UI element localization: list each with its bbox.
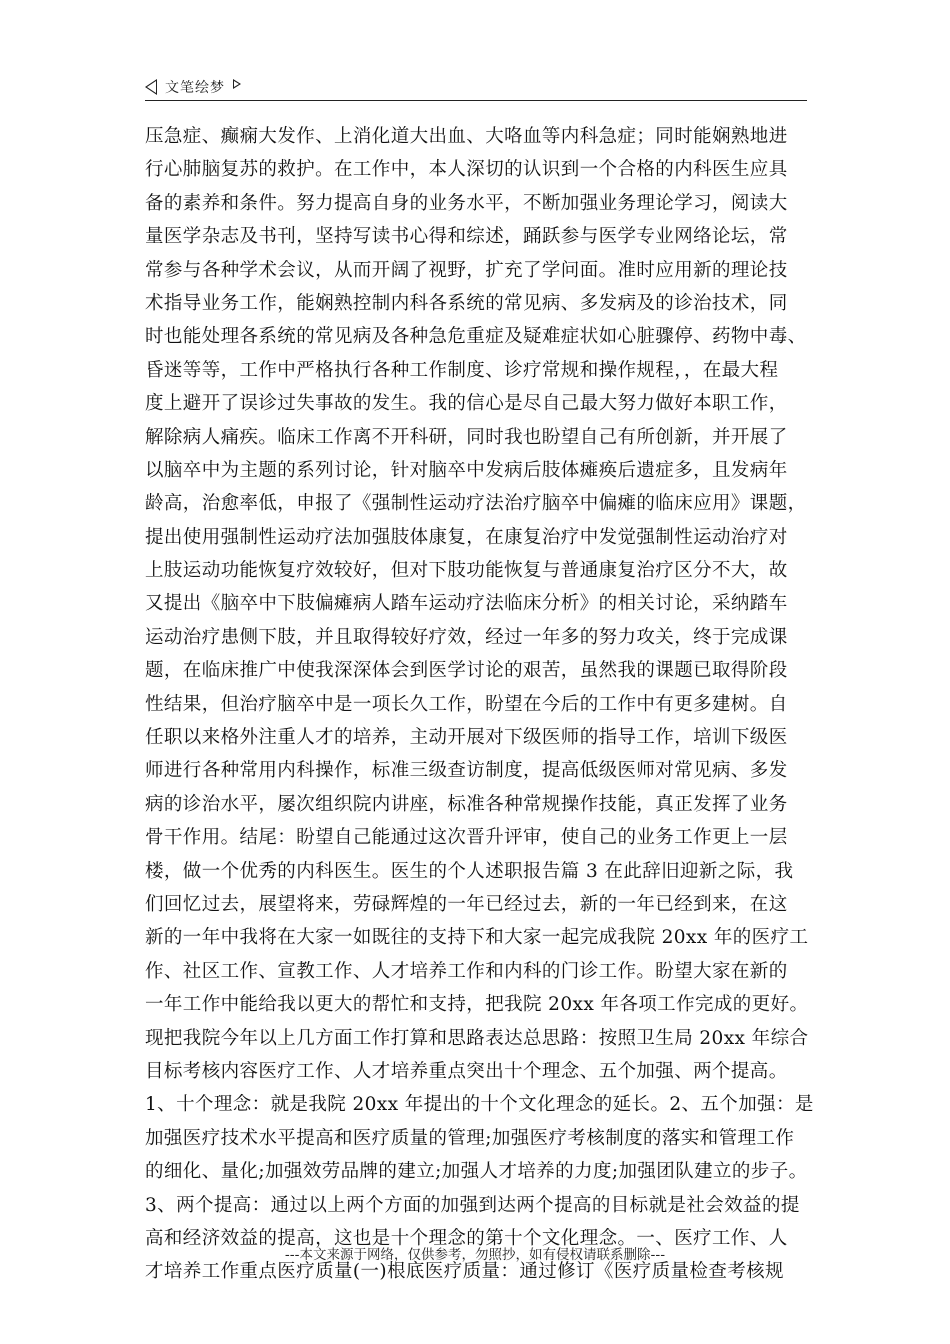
text-line: 备的素养和条件。努力提高自身的业务水平，不断加强业务理论学习，阅读大 — [145, 192, 788, 214]
triangle-left-icon — [145, 79, 157, 95]
text-line: 才培养工作重点医疗质量(一)根底医疗质量：通过修订《医疗质量检查考核规 — [145, 1261, 784, 1283]
text-line: 以脑卒中为主题的系列讨论，针对脑卒中发病后肢体瘫痪后遗症多，且发病年 — [145, 459, 788, 481]
text-line: 度上避开了误诊过失事故的发生。我的信心是尽自己最大努力做好本职工作， — [145, 393, 788, 415]
text-line: 目标考核内容医疗工作、人才培养重点突出十个理念、五个加强、两个提高。 — [145, 1060, 788, 1082]
text-line: 量医学杂志及书刊，坚持写读书心得和综述，踊跃参与医学专业网络论坛，常 — [145, 226, 788, 248]
text-line: 术指导业务工作，能娴熟控制内科各系统的常见病、多发病及的诊治技术，同 — [145, 292, 788, 314]
text-line: 提出使用强制性运动疗法加强肢体康复，在康复治疗中发觉强制性运动治疗对 — [145, 526, 788, 548]
text-line: 的细化、量化;加强效劳品牌的建立;加强人才培养的力度;加强团队建立的步子。 — [145, 1161, 808, 1183]
text-line: 楼，做一个优秀的内科医生。医生的个人述职报告篇 3 在此辞旧迎新之际，我 — [145, 860, 794, 882]
footer-notice: ---本文来源于网络，仅供参考，勿照抄，如有侵权请联系删除--- — [284, 1247, 666, 1263]
text-line: 运动治疗患侧下肢，并且取得较好疗效，经过一年多的努力攻关，终于完成课 — [145, 626, 788, 648]
text-line: 作、社区工作、宣教工作、人才培养工作和内科的门诊工作。盼望大家在新的 — [145, 960, 788, 982]
text-line: 又提出《脑卒中下肢偏瘫病人踏车运动疗法临床分析》的相关讨论，采纳踏车 — [145, 593, 788, 615]
text-line: 上肢运动功能恢复疗效较好，但对下肢功能恢复与普通康复治疗区分不大，故 — [145, 560, 788, 582]
text-line: 题，在临床推广中使我深深体会到医学讨论的艰苦，虽然我的课题已取得阶段 — [145, 660, 788, 682]
text-line: 骨干作用。结尾：盼望自己能通过这次晋升评审，使自己的业务工作更上一层 — [145, 827, 788, 849]
text-line: 现把我院今年以上几方面工作打算和思路表达总思路：按照卫生局 20xx 年综合 — [145, 1027, 809, 1049]
document-body — [145, 120, 825, 1289]
text-line: 性结果，但治疗脑卒中是一项长久工作，盼望在今后的工作中有更多建树。自 — [145, 693, 788, 715]
text-line: 们回忆过去，展望将来，劳碌辉煌的一年已经过去，新的一年已经到来，在这 — [145, 893, 788, 915]
text-line: 加强医疗技术水平提高和医疗质量的管理;加强医疗考核制度的落实和管理工作 — [145, 1127, 795, 1149]
text-line: 新的一年中我将在大家一如既往的支持下和大家一起完成我院 20xx 年的医疗工 — [145, 927, 809, 949]
text-line: 任职以来格外注重人才的培养，主动开展对下级医师的指导工作，培训下级医 — [145, 727, 788, 749]
text-line: 师进行各种常用内科操作，标准三级查访制度，提高低级医师对常见病、多发 — [145, 760, 788, 782]
text-line: 昏迷等等，工作中严格执行各种工作制度、诊疗常规和操作规程，，在最大程 — [145, 359, 779, 381]
text-line: 龄高，治愈率低，申报了《强制性运动疗法治疗脑卒中偏瘫的临床应用》课题， — [145, 493, 807, 515]
text-line: 一年工作中能给我以更大的帮忙和支持，把我院 20xx 年各项工作完成的更好。 — [145, 994, 809, 1016]
text-line: 解除病人痛疾。临床工作离不开科研，同时我也盼望自己有所创新，并开展了 — [145, 426, 788, 448]
text-line: 压急症、癫痫大发作、上消化道大出血、大咯血等内科急症；同时能娴熟地进 — [145, 126, 788, 147]
triangle-right-icon — [233, 79, 241, 89]
text-line: 3、两个提高：通过以上两个方面的加强到达两个提高的目标就是社会效益的提 — [145, 1194, 800, 1216]
brand-name: 文笔绘梦 — [165, 80, 225, 96]
text-line: 病的诊治水平，屡次组织院内讲座，标准各种常规操作技能，真正发挥了业务 — [145, 793, 788, 815]
text-line: 常参与各种学术会议，从而开阔了视野，扩充了学问面。准时应用新的理论技 — [145, 259, 788, 281]
page-header — [145, 74, 807, 101]
text-line: 行心肺脑复苏的救护。在工作中，本人深切的认识到一个合格的内科医生应具 — [145, 159, 788, 181]
text-line: 1、十个理念：就是我院 20xx 年提出的十个文化理念的延长。2、五个加强：是 — [145, 1094, 814, 1116]
text-line: 高和经济效益的提高，这也是十个理念的第十个文化理念。一、医疗工作、人 — [145, 1227, 788, 1249]
text-line: 时也能处理各系统的常见病及各种急危重症及疑难症状如心脏骤停、药物中毒、 — [145, 326, 807, 348]
